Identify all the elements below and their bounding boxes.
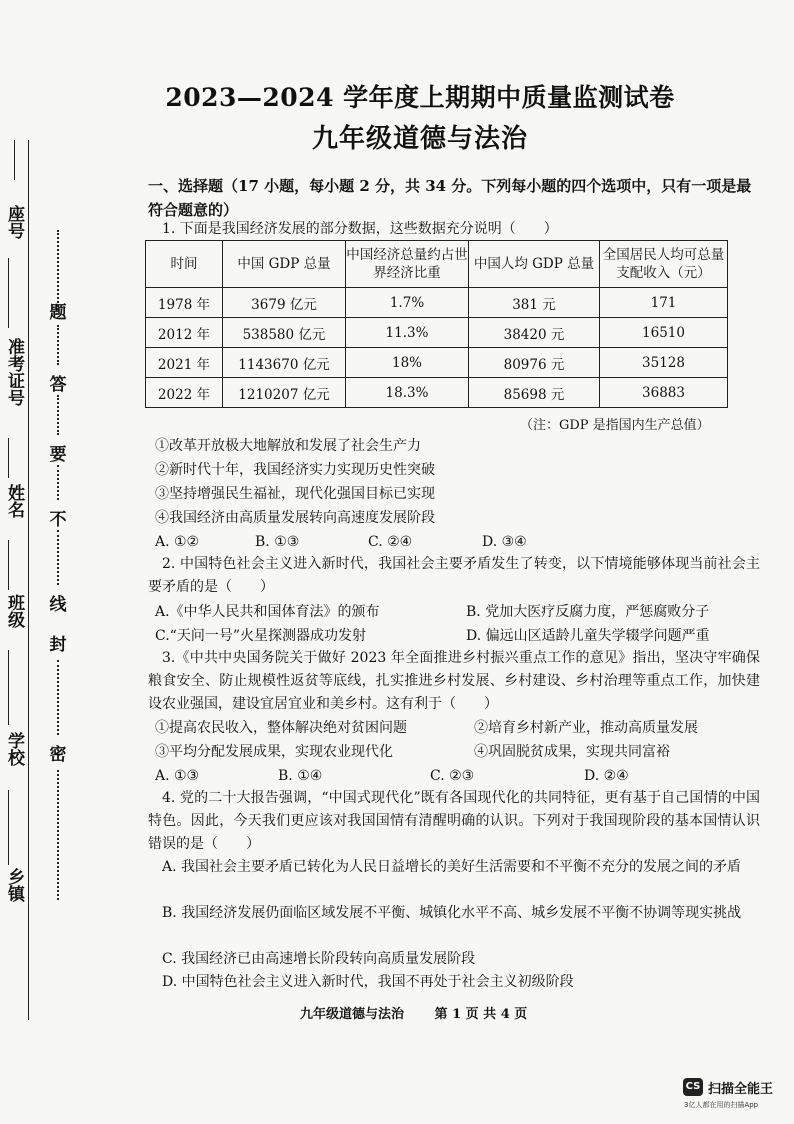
- table-cell: 171: [600, 288, 728, 318]
- exam-title: 2023—2024 学年度上期期中质量监测试卷: [165, 83, 675, 112]
- camscanner-logo-icon: CS: [683, 1078, 703, 1096]
- table-row: [146, 318, 728, 348]
- statement: ②新时代十年，我国经济实力实现历史性突破: [155, 462, 435, 478]
- fill-line: [8, 650, 9, 725]
- dotted-line: [57, 395, 61, 435]
- table-row: [146, 288, 728, 318]
- exam-subject: 九年级道德与法治: [311, 124, 528, 154]
- table-row: [146, 378, 728, 408]
- answer-option: D. 偏远山区适龄儿童失学辍学问题严重: [466, 628, 710, 644]
- table-note: （注：GDP 是指国内生产总值）: [520, 418, 710, 433]
- answer-option: D. ③④: [482, 534, 527, 550]
- table-header-cell: 中国 GDP 总量: [223, 241, 346, 288]
- seal-char: 密: [49, 745, 67, 765]
- table-cell: 38420 元: [469, 318, 600, 348]
- answer-option: A.《中华人民共和国体育法》的颁布: [155, 604, 380, 620]
- table-cell: 381 元: [469, 288, 600, 318]
- dotted-line: [57, 465, 61, 500]
- seat-number-label: 座号: [4, 205, 24, 239]
- answer-option: C.“天问一号”火星探测器成功发射: [155, 628, 366, 644]
- table-header-cell: 中国经济总量约占世界经济比重: [346, 241, 469, 288]
- name-label: 姓名: [4, 484, 24, 518]
- seal-char: 线: [49, 595, 67, 615]
- statement: ③坚持增强民生福祉，现代化强国目标已实现: [155, 486, 435, 502]
- answer-option: B. 党加大医疗反腐力度，严惩腐败分子: [466, 604, 710, 620]
- watermark-name: 扫描全能王: [708, 1082, 774, 1097]
- footer-page-number: 第 1 页 共 4 页: [434, 1007, 528, 1022]
- class-label: 班级: [4, 594, 24, 628]
- table-cell: 16510: [600, 318, 728, 348]
- table-cell: 36883: [600, 378, 728, 408]
- binding-border-line: [28, 140, 29, 1020]
- question-1-stem: 1. 下面是我国经济发展的部分数据，这些数据充分说明（ ）: [162, 221, 558, 237]
- statement: ④巩固脱贫成果，实现共同富裕: [474, 744, 670, 760]
- gdp-table: [145, 240, 728, 408]
- answer-option: B. 我国经济发展仍面临区域发展不平衡、城镇化水平不高、城乡发展不平衡不协调等现实挑战: [162, 905, 742, 921]
- statement: ③平均分配发展成果，实现农业现代化: [155, 744, 393, 760]
- statement: ④我国经济由高质量发展转向高速度发展阶段: [155, 510, 435, 526]
- table-cell: 2022 年: [146, 378, 223, 408]
- statement: ①改革开放极大地解放和发展了社会生产力: [155, 438, 421, 454]
- statement: ①提高农民收入，整体解决绝对贫困问题: [155, 720, 407, 736]
- table-cell: 1143670 亿元: [223, 348, 346, 378]
- page-footer: [300, 1003, 600, 1022]
- answer-option: B. ①④: [278, 768, 323, 784]
- seal-char: 封: [49, 635, 67, 655]
- table-header-cell: 时间: [146, 241, 223, 288]
- dotted-line: [57, 530, 61, 585]
- footer-subject: 九年级道德与法治: [300, 1007, 405, 1022]
- township-label: 乡镇: [4, 868, 24, 902]
- seal-line: [48, 230, 68, 930]
- table-cell: 2012 年: [146, 318, 223, 348]
- table-cell: 18%: [346, 348, 469, 378]
- admission-ticket-label: 准考证号: [4, 338, 24, 406]
- table-cell: 1210207 亿元: [223, 378, 346, 408]
- table-cell: 3679 亿元: [223, 288, 346, 318]
- table-cell: 80976 元: [469, 348, 600, 378]
- fill-line: [14, 140, 15, 180]
- table-cell: 11.3%: [346, 318, 469, 348]
- fill-line: [8, 438, 9, 478]
- watermark-tagline: 3亿人都在用的扫描App: [684, 1101, 759, 1109]
- table-cell: 538580 亿元: [223, 318, 346, 348]
- table-cell: 1978 年: [146, 288, 223, 318]
- table-cell: 2021 年: [146, 348, 223, 378]
- table-cell: 18.3%: [346, 378, 469, 408]
- statement: ②培育乡村新产业，推动高质量发展: [474, 720, 698, 736]
- table-cell: 35128: [600, 348, 728, 378]
- answer-option: C. 我国经济已由高速增长阶段转向高质量发展阶段: [162, 951, 476, 967]
- table-cell: 85698 元: [469, 378, 600, 408]
- seal-char: 答: [49, 375, 67, 395]
- answer-option: D. 中国特色社会主义进入新时代，我国不再处于社会主义初级阶段: [162, 974, 574, 990]
- school-label: 学校: [4, 732, 24, 766]
- question-4-stem: 4. 党的二十大报告强调，“中国式现代化”既有各国现代化的共同特征，更有基于自己国情的中国特色。因此，今天我们更应该对我国国情有清醒明确的认识。下列对于我国现阶段的基本国情认识错误的是（ ）: [148, 790, 760, 852]
- answer-option: A. 我国社会主要矛盾已转化为人民日益增长的美好生活需要和不平衡不充分的发展之间的矛盾: [162, 859, 742, 875]
- answer-option: B. ①③: [255, 534, 300, 550]
- fill-line: [8, 258, 9, 328]
- answer-option: D. ②④: [584, 768, 629, 784]
- seal-char: 题: [49, 303, 67, 323]
- answer-option: A. ①②: [155, 534, 200, 550]
- dotted-line: [57, 770, 61, 900]
- seal-char: 要: [49, 445, 67, 465]
- dotted-line: [57, 325, 61, 365]
- dotted-line: [57, 660, 61, 735]
- section-heading: 一、选择题（17 小题，每小题 2 分，共 34 分。下列每小题的四个选项中，只有一项是最符合题意的）: [148, 177, 752, 219]
- table-header-row: [146, 241, 728, 288]
- question-2-stem: 2. 中国特色社会主义进入新时代，我国社会主要矛盾发生了转变，以下情境能够体现当前社会主要矛盾的是（ ）: [148, 556, 760, 595]
- fill-line: [8, 790, 9, 865]
- fill-line: [8, 540, 9, 590]
- answer-option: C. ②④: [368, 534, 413, 550]
- seal-char: 不: [49, 510, 67, 530]
- table-header-cell: 中国人均 GDP 总量: [469, 241, 600, 288]
- answer-option: A. ①③: [155, 768, 200, 784]
- table-cell: 1.7%: [346, 288, 469, 318]
- table-row: [146, 348, 728, 378]
- answer-option: C. ②③: [430, 768, 475, 784]
- question-3-stem: 3.《中共中央国务院关于做好 2023 年全面推进乡村振兴重点工作的意见》指出，坚决守牢确保粮食安全、防止规模性返贫等底线，扎实推进乡村发展、乡村建设、乡村治理等重点工作，加快建设农业强国，建设宜居宜业和美乡村。这有利于（ ）: [148, 650, 760, 712]
- table-header-cell: 全国居民人均可总量支配收入（元）: [600, 241, 728, 288]
